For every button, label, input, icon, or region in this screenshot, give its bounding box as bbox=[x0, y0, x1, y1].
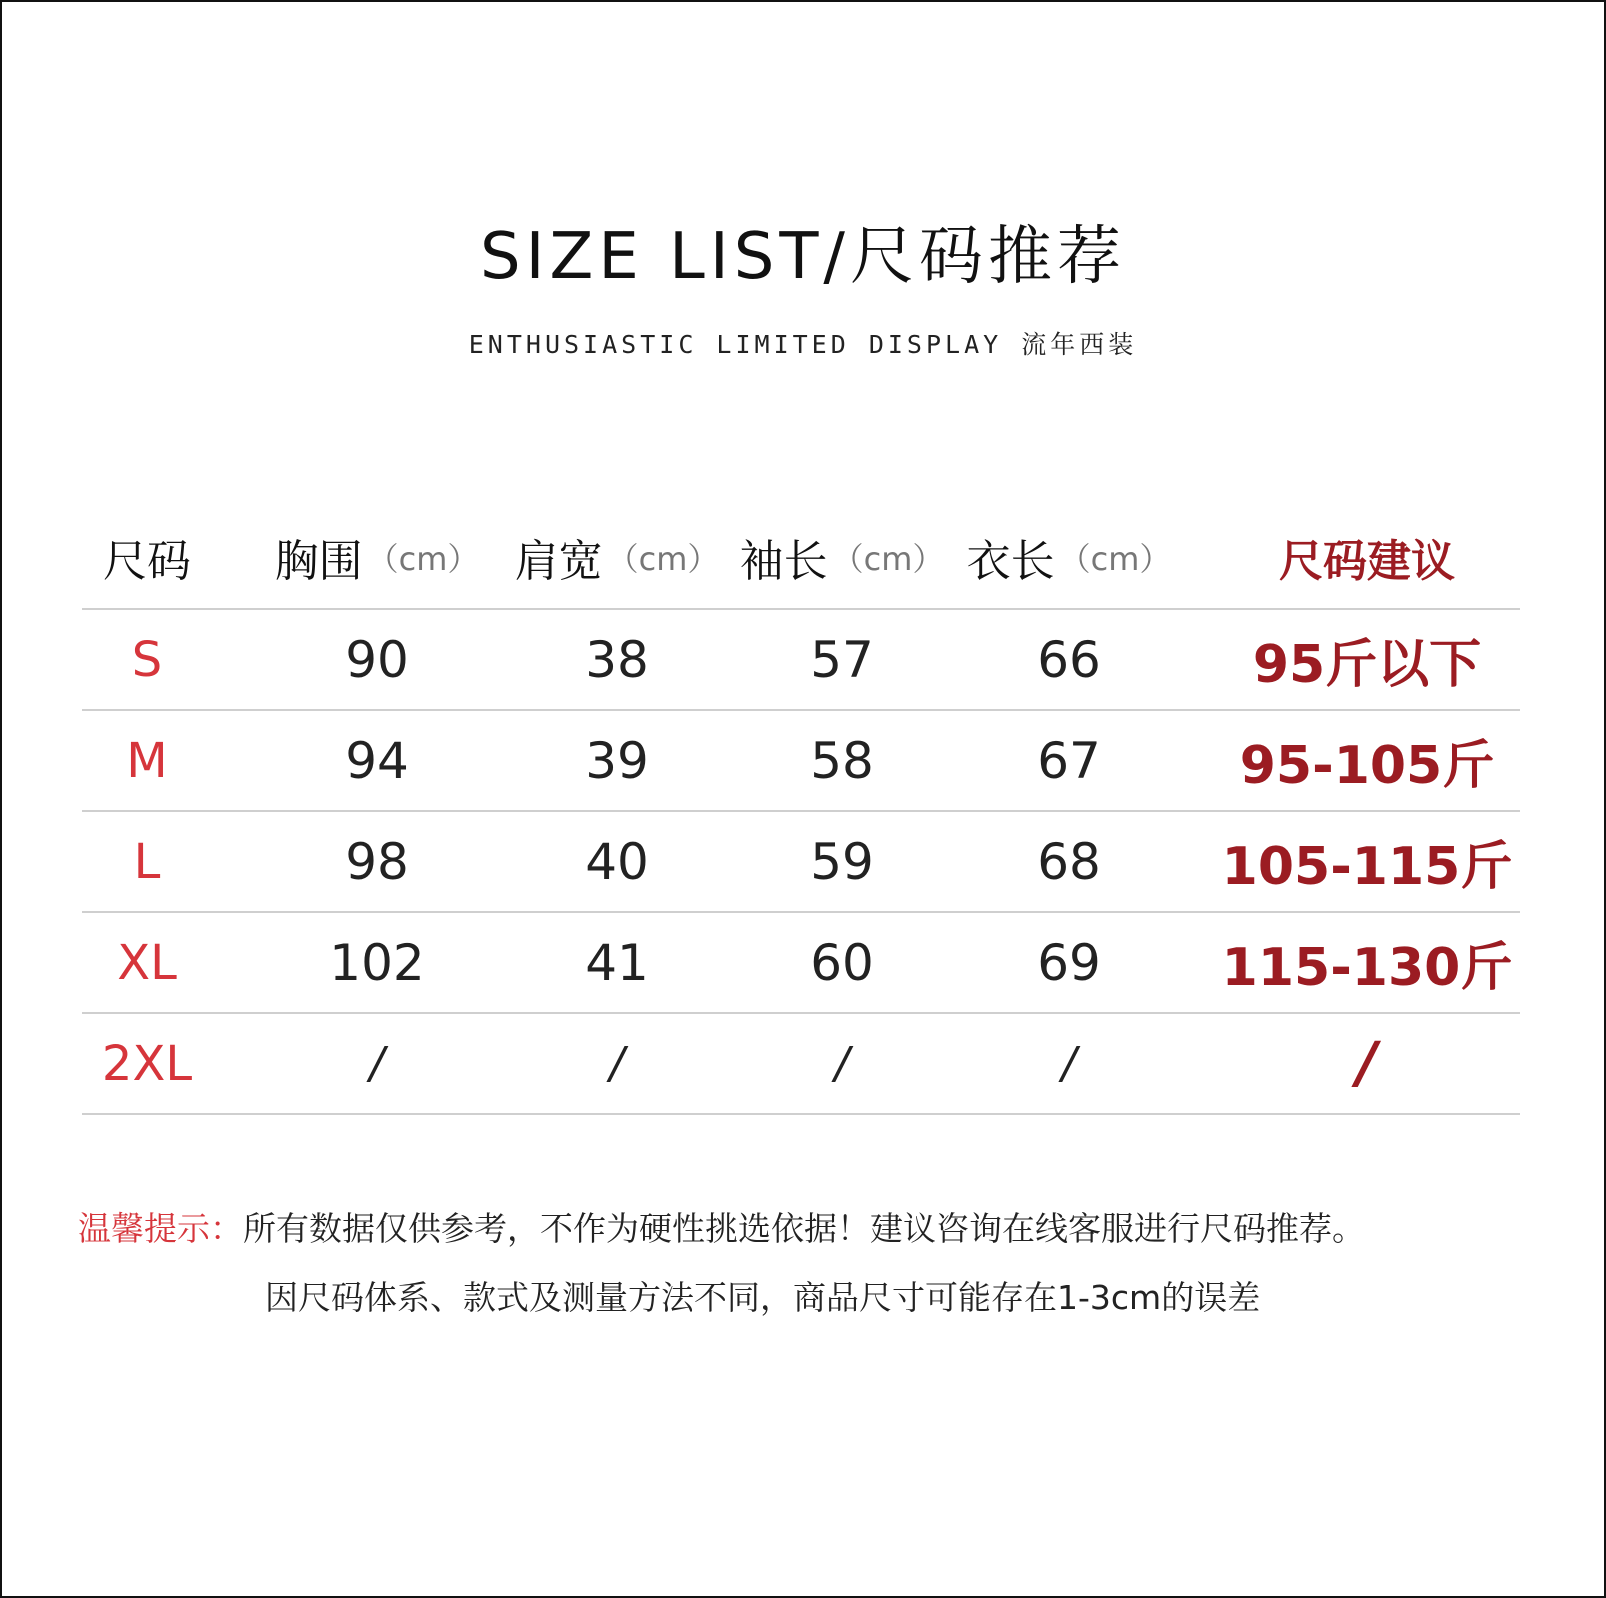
recommend-value: 95-105斤 bbox=[1239, 736, 1495, 796]
recommend-value: / bbox=[1356, 1031, 1378, 1096]
length-value: 68 bbox=[1037, 832, 1101, 891]
size-label: XL bbox=[117, 934, 177, 991]
size-label: M bbox=[126, 732, 168, 789]
table-row bbox=[82, 812, 1520, 913]
sleeve-value: 57 bbox=[810, 630, 874, 689]
shoulder-value: / bbox=[609, 1038, 625, 1089]
size-label: L bbox=[133, 833, 161, 890]
page-subtitle: ENTHUSIASTIC LIMITED DISPLAY 流年西装 bbox=[468, 330, 1138, 359]
table-row bbox=[82, 913, 1520, 1014]
sleeve-value: 58 bbox=[810, 731, 874, 790]
header-chest-unit: （cm） bbox=[366, 539, 480, 578]
header-length-unit: （cm） bbox=[1058, 539, 1172, 578]
tip-line-1: 所有数据仅供参考，不作为硬性挑选依据！建议咨询在线客服进行尺码推荐。 bbox=[243, 1209, 1365, 1248]
chest-value: 102 bbox=[329, 933, 425, 992]
shoulder-value: 39 bbox=[585, 731, 649, 790]
size-label: S bbox=[131, 631, 163, 688]
recommend-value: 105-115斤 bbox=[1221, 837, 1513, 897]
header-size: 尺码 bbox=[103, 535, 191, 587]
sleeve-value: 60 bbox=[810, 933, 874, 992]
header-sleeve-unit: （cm） bbox=[831, 539, 945, 578]
table-row bbox=[82, 711, 1520, 812]
shoulder-value: 38 bbox=[585, 630, 649, 689]
tip-line-2: 因尺码体系、款式及测量方法不同，商品尺寸可能存在1-3cm的误差 bbox=[265, 1278, 1261, 1317]
shoulder-value: 41 bbox=[585, 933, 649, 992]
header-shoulder-unit: （cm） bbox=[606, 539, 720, 578]
header-length: 衣长 （cm） bbox=[966, 535, 1172, 587]
chest-value: 94 bbox=[345, 731, 409, 790]
recommend-value: 115-130斤 bbox=[1221, 938, 1513, 998]
header-recommend: 尺码建议 bbox=[1279, 535, 1455, 587]
length-value: 67 bbox=[1037, 731, 1101, 790]
length-value: 69 bbox=[1037, 933, 1101, 992]
length-value: 66 bbox=[1037, 630, 1101, 689]
size-table bbox=[82, 505, 1520, 1115]
size-label: 2XL bbox=[101, 1035, 193, 1092]
header-chest: 胸围 （cm） bbox=[274, 535, 480, 587]
tip-label: 温馨提示： bbox=[78, 1209, 243, 1248]
header-sleeve: 袖长 （cm） bbox=[739, 535, 945, 587]
table-row bbox=[82, 610, 1520, 711]
chest-value: 90 bbox=[345, 630, 409, 689]
sleeve-value: / bbox=[834, 1038, 850, 1089]
recommend-value: 95斤以下 bbox=[1252, 635, 1482, 695]
table-row bbox=[82, 1014, 1520, 1115]
shoulder-value: 40 bbox=[585, 832, 649, 891]
table-header-row bbox=[82, 505, 1520, 610]
tip-note bbox=[78, 1203, 1365, 1250]
chest-value: 98 bbox=[345, 832, 409, 891]
header-shoulder: 肩宽 （cm） bbox=[514, 535, 720, 587]
length-value: / bbox=[1061, 1038, 1077, 1089]
sleeve-value: 59 bbox=[810, 832, 874, 891]
chest-value: / bbox=[369, 1038, 385, 1089]
page-title: SIZE LIST/尺码推荐 bbox=[480, 220, 1126, 294]
